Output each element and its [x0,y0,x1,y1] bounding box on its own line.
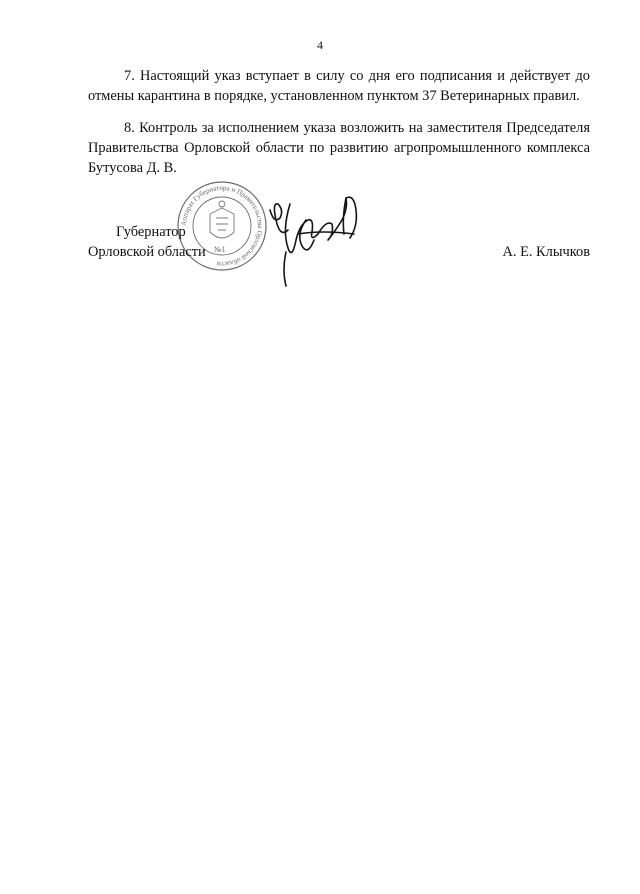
page-number: 4 [317,38,323,52]
paragraph-8-text: Контроль за исполнением указа возложить на заместителя Председателя Правительства Орловской области по развитию агропромышленного комплекса Бутусова Д. В. [88,120,590,176]
paragraph-8-number: 8. [124,120,135,136]
paragraph-8 [88,118,590,178]
paragraph-7-number: 7. [124,68,135,84]
paragraph-7-text: Настоящий указ вступает в силу со дня его подписания и действует до отмены карантина в порядке, установленном пунктом 37 Ветеринарных правил. [88,68,590,104]
seal-number: №1 [214,245,226,254]
handwritten-signature [262,190,366,290]
signatory-title [88,222,248,262]
seal-arc-text: Аппарат Губернатора и Правительства Орловской области [179,183,265,269]
signatory-name: А. Е. Клычков [502,244,590,260]
paragraph-7 [88,66,590,106]
signatory-title-line1: Губернатор [116,224,186,240]
signatory-title-line2: Орловской области [88,244,206,260]
